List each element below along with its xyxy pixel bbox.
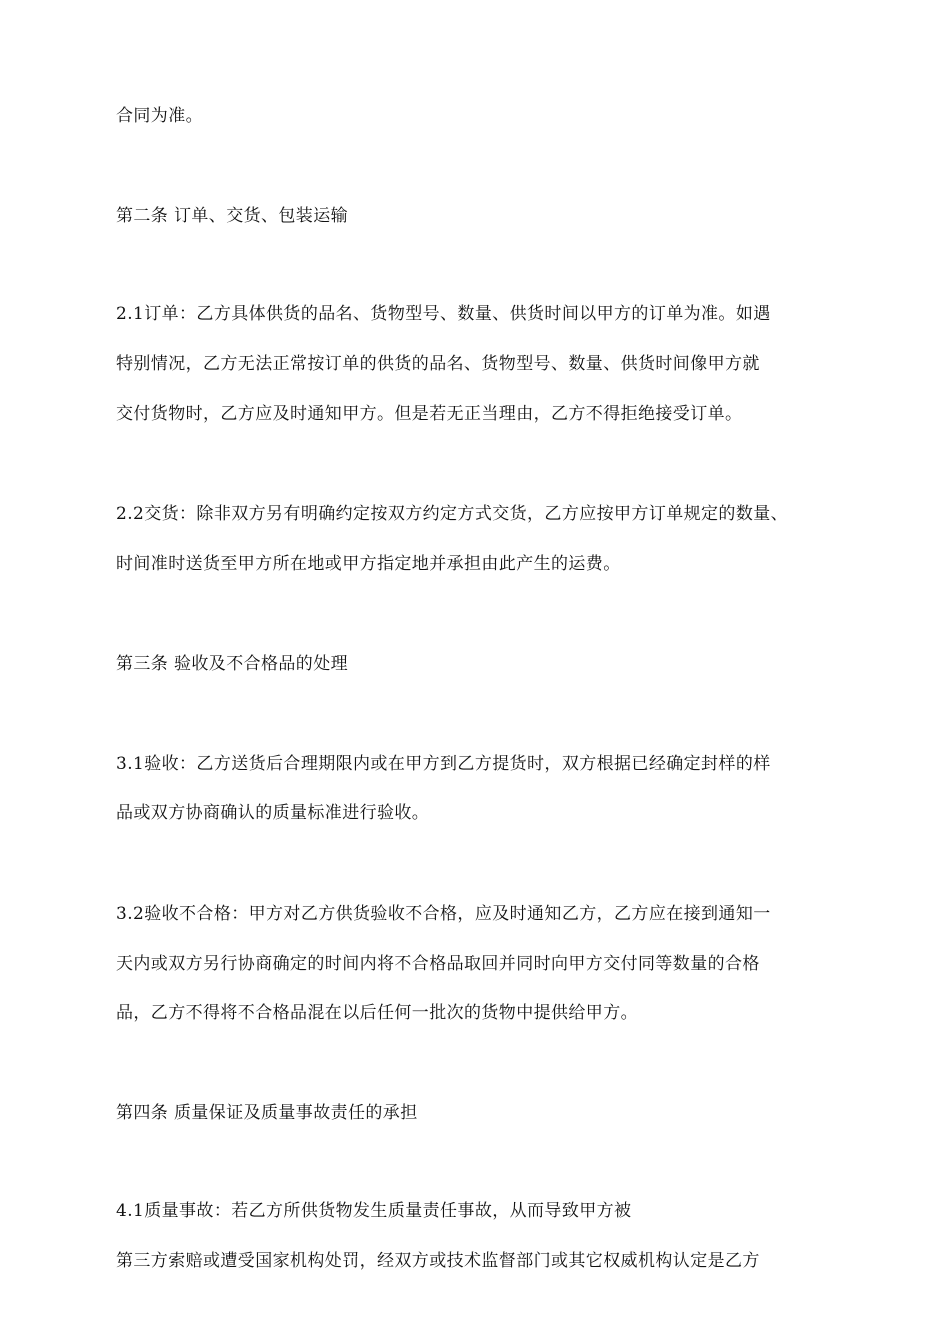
clause-4-1-line-2: 第三方索赔或遭受国家机构处罚，经双方或技术监督部门或其它权威机构认定是乙方 bbox=[116, 1251, 760, 1271]
section-heading-article-3: 第三条 验收及不合格品的处理 bbox=[116, 654, 349, 674]
clause-2-1-line-1: 2.1订单：乙方具体供货的品名、货物型号、数量、供货时间以甲方的订单为准。如遇 bbox=[116, 304, 771, 324]
clause-2-2-line-1: 2.2交货：除非双方另有明确约定按双方约定方式交货，乙方应按甲方订单规定的数量、 bbox=[116, 504, 789, 524]
clause-2-1-line-2: 特别情况，乙方无法正常按订单的供货的品名、货物型号、数量、供货时间像甲方就 bbox=[116, 354, 760, 374]
clause-3-1-line-2: 品或双方协商确认的质量标准进行验收。 bbox=[116, 803, 430, 823]
clause-3-2-line-3: 品，乙方不得将不合格品混在以后任何一批次的货物中提供给甲方。 bbox=[116, 1003, 638, 1023]
section-heading-article-4: 第四条 质量保证及质量事故责任的承担 bbox=[116, 1103, 418, 1123]
section-heading-article-2: 第二条 订单、交货、包装运输 bbox=[116, 206, 349, 226]
clause-2-1-line-3: 交付货物时，乙方应及时通知甲方。但是若无正当理由，乙方不得拒绝接受订单。 bbox=[116, 404, 743, 424]
clause-4-1-line-1: 4.1质量事故：若乙方所供货物发生质量责任事故，从而导致甲方被 bbox=[116, 1201, 632, 1221]
clause-3-2-line-1: 3.2验收不合格：甲方对乙方供货验收不合格，应及时通知乙方，乙方应在接到通知一 bbox=[116, 904, 771, 924]
clause-3-2-line-2: 天内或双方另行协商确定的时间内将不合格品取回并同时向甲方交付同等数量的合格 bbox=[116, 954, 760, 974]
clause-2-2-line-2: 时间准时送货至甲方所在地或甲方指定地并承担由此产生的运费。 bbox=[116, 554, 621, 574]
text-line-contract-basis: 合同为准。 bbox=[116, 106, 203, 126]
clause-3-1-line-1: 3.1验收：乙方送货后合理期限内或在甲方到乙方提货时，双方根据已经确定封样的样 bbox=[116, 754, 771, 774]
